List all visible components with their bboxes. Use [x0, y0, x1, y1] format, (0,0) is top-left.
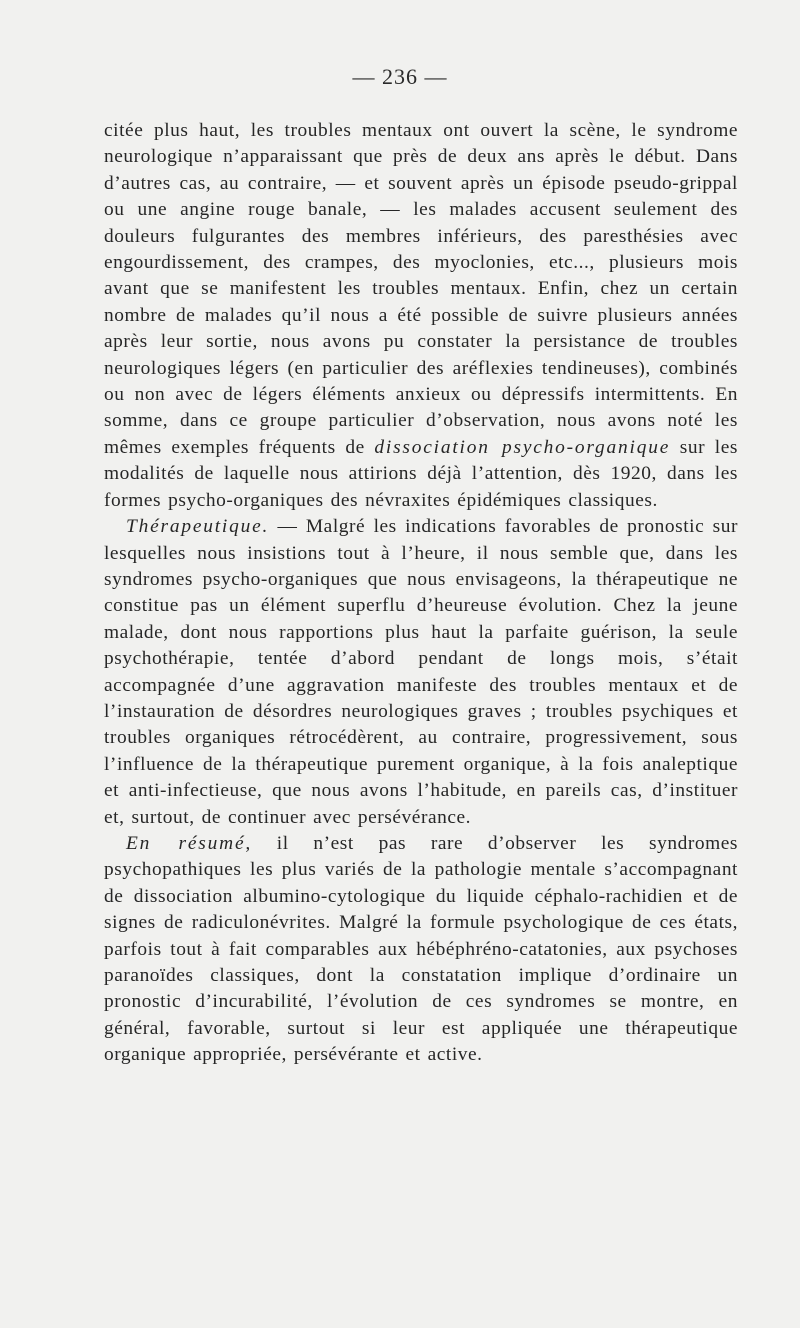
page-number: — 236 — [352, 64, 448, 89]
body-text [104, 118, 738, 1069]
paragraph-1-text-end: sur les modalités de laquelle nous attirions déjà l’attention, dès 1920, dans les formes psycho-organiques des névraxites épidémiques classiques. [104, 436, 738, 511]
paragraph-3-heading: En résumé, [126, 832, 252, 854]
paragraph-3 [104, 831, 738, 1069]
paragraph-2 [104, 514, 738, 831]
paragraph-2-heading: Thérapeutique. [126, 516, 270, 538]
paragraph-2-text: — Malgré les indications favorables de pronostic sur lesquelles nous insistions tout à l’heure, il nous semble que, dans les syndromes psycho-organiques que nous envisageons, la thérapeutique ne constitue pas un élément superflu d’heureuse évolution. Chez la jeune malade, dont nous rapportions plus haut la parfaite guérison, la seule psychothérapie, tentée d’abord pendant de longs mois, s’était accompagnée d’une aggravation manifeste des troubles mentaux et de l’instauration de désordres neurologiques graves ; troubles psychiques et troubles organiques rétrocédèrent, au contraire, progressivement, sous l’influence de la thérapeutique purement organique, à la fois analeptique et anti-infectieuse, que nous avons l’habitude, en pareils cas, d’instituer et, surtout, de continuer avec persévérance. [104, 516, 738, 828]
paragraph-1 [104, 118, 738, 514]
paragraph-1-emphasis: dissociation psycho-organique [374, 436, 671, 458]
paragraph-3-text: il n’est pas rare d’observer les syndromes psychopathiques les plus variés de la pathologie mentale s’accompagnant de dissociation albumino-cytologique du liquide céphalo-rachidien et de signes de radiculonévrites. Malgré la formule psychologique de ces états, parfois tout à fait comparables aux hébéphréno-catatonies, aux psychoses paranoïdes classiques, dont la constatation implique d’ordinaire un pronostic d’incurabilité, l’évolution de ces syndromes se montre, en général, favorable, surtout si leur est appliquée une thérapeutique organique appropriée, persévérante et active. [104, 832, 738, 1066]
paragraph-1-text: citée plus haut, les troubles mentaux ont ouvert la scène, le syndrome neurologique n’apparaissant que près de deux ans après le début. Dans d’autres cas, au contraire, — et souvent après un épisode pseudo-grippal ou une angine rouge banale, — les malades accusent seulement des douleurs fulgurantes des membres inférieurs, des paresthésies avec engourdissement, des crampes, des myoclonies, etc..., plusieurs mois avant que se manifestent les troubles mentaux. Enfin, chez un certain nombre de malades qu’il nous a été possible de suivre plusieurs années après leur sortie, nous avons pu constater la persistance de troubles neurologiques légers (en particulier des aréflexies tendineuses), combinés ou non avec de légers éléments anxieux ou dépressifs intermittents. En somme, dans ce groupe particulier d’observation, nous avons noté les mêmes exemples fréquents de [104, 120, 738, 458]
